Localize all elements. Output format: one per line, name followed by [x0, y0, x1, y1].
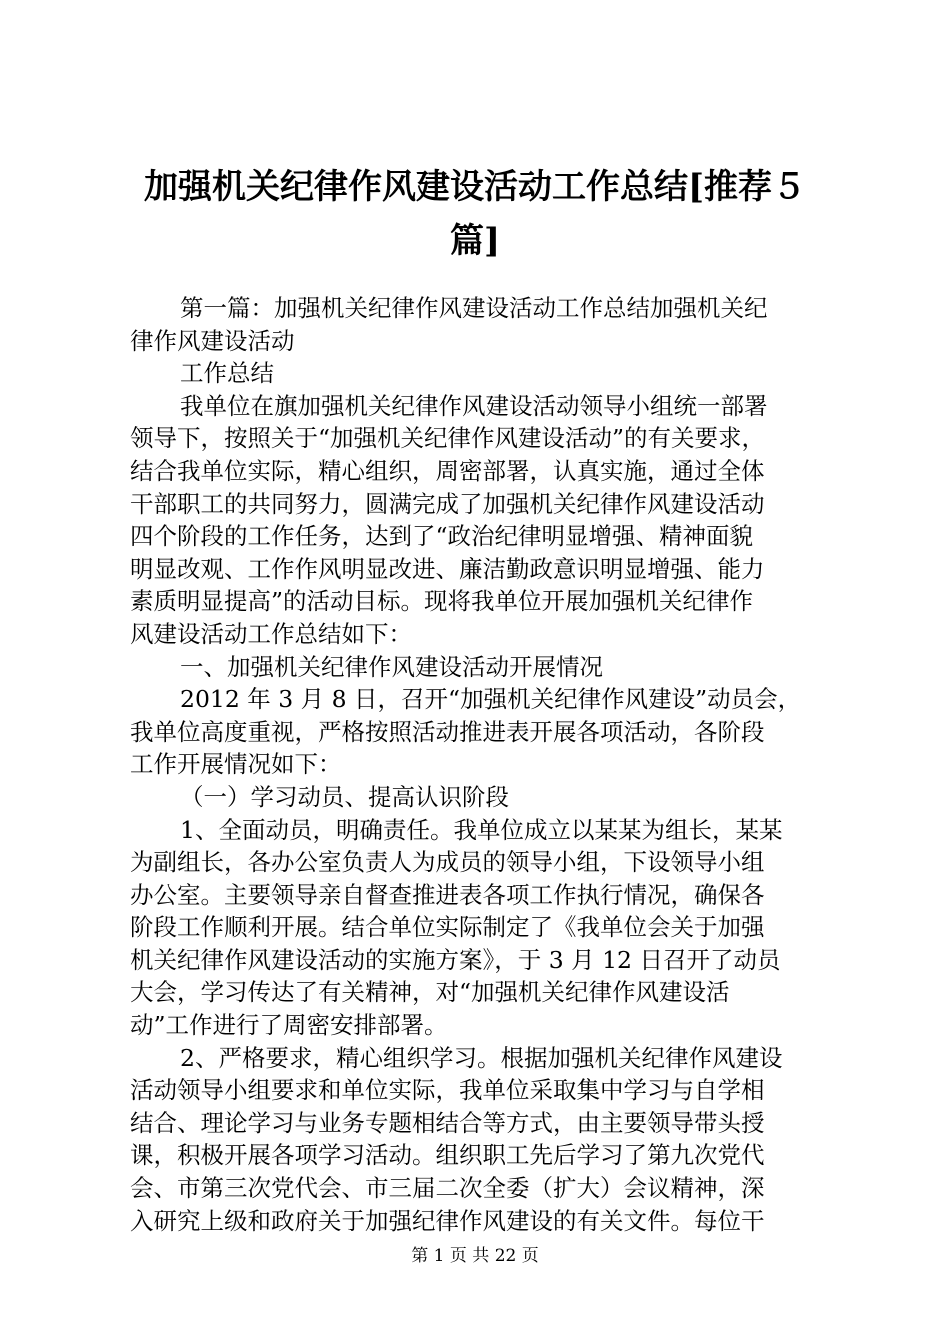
body-line-27: 课，积极开展各项学习活动。组织职工先后学习了第九次党代 — [130, 1141, 765, 1170]
body-line-23: 动”工作进行了周密安排部署。 — [130, 1011, 448, 1040]
body-line-8: 四个阶段的工作任务，达到了“政治纪律明显增强、精神面貌 — [130, 522, 754, 551]
body-line-16: （一）学习动员、提高认识阶段 — [180, 782, 509, 811]
body-line-22: 大会，学习传达了有关精神，对“加强机关纪律作风建设活 — [130, 978, 730, 1007]
body-line-12: 一、加强机关纪律作风建设活动开展情况 — [180, 652, 603, 681]
body-line-11: 风建设活动工作总结如下： — [130, 619, 412, 648]
document-title-line-2: 篇] — [449, 221, 501, 261]
body-line-18: 为副组长，各办公室负责人为成员的领导小组，下设领导小组 — [130, 848, 765, 877]
body-line-4: 我单位在旗加强机关纪律作风建设活动领导小组统一部署 — [180, 391, 768, 420]
body-line-10: 素质明显提高”的活动目标。现将我单位开展加强机关纪律作 — [130, 587, 754, 616]
body-line-29: 入研究上级和政府关于加强纪律作风建设的有关文件。每位干 — [130, 1206, 765, 1235]
document-body — [130, 292, 830, 1237]
body-line-15: 工作开展情况如下： — [130, 750, 342, 779]
body-line-26: 结合、理论学习与业务专题相结合等方式，由主要领导带头授 — [130, 1108, 765, 1137]
body-line-9: 明显改观、工作作风明显改进、廉洁勤政意识明显增强、能力 — [130, 554, 765, 583]
body-line-17: 1、全面动员，明确责任。我单位成立以某某为组长，某某 — [180, 815, 783, 844]
body-line-6: 结合我单位实际，精心组织，周密部署，认真实施，通过全体 — [130, 456, 765, 485]
body-line-19: 办公室。主要领导亲自督查推进表各项工作执行情况，确保各 — [130, 880, 765, 909]
document-title-line-1: 加强机关纪律作风建设活动工作总结[推荐５ — [143, 167, 807, 207]
body-line-14: 我单位高度重视，严格按照活动推进表开展各项活动，各阶段 — [130, 717, 765, 746]
body-line-21: 机关纪律作风建设活动的实施方案》，于 3 月 12 日召开了动员 — [130, 945, 781, 974]
body-line-1: 第一篇：加强机关纪律作风建设活动工作总结加强机关纪 — [180, 294, 768, 322]
body-line-7: 干部职工的共同努力，圆满完成了加强机关纪律作风建设活动 — [130, 489, 765, 518]
body-line-3: 工作总结 — [180, 359, 274, 388]
body-line-5: 领导下，按照关于“加强机关纪律作风建设活动”的有关要求， — [130, 424, 766, 453]
body-line-25: 活动领导小组要求和单位实际，我单位采取集中学习与自学相 — [130, 1076, 765, 1105]
body-line-24: 2、严格要求，精心组织学习。根据加强机关纪律作风建设 — [180, 1043, 783, 1072]
page-footer: 第 1 页 共 22 页 — [411, 1246, 539, 1266]
body-line-28: 会、市第三次党代会、市三届二次全委（扩大）会议精神，深 — [130, 1174, 765, 1203]
body-line-13: 2012 年 3 月 8 日，召开“加强机关纪律作风建设”动员会， — [180, 685, 802, 714]
body-line-20: 阶段工作顺利开展。结合单位实际制定了《我单位会关于加强 — [130, 913, 765, 942]
body-line-2: 律作风建设活动 — [130, 326, 295, 355]
